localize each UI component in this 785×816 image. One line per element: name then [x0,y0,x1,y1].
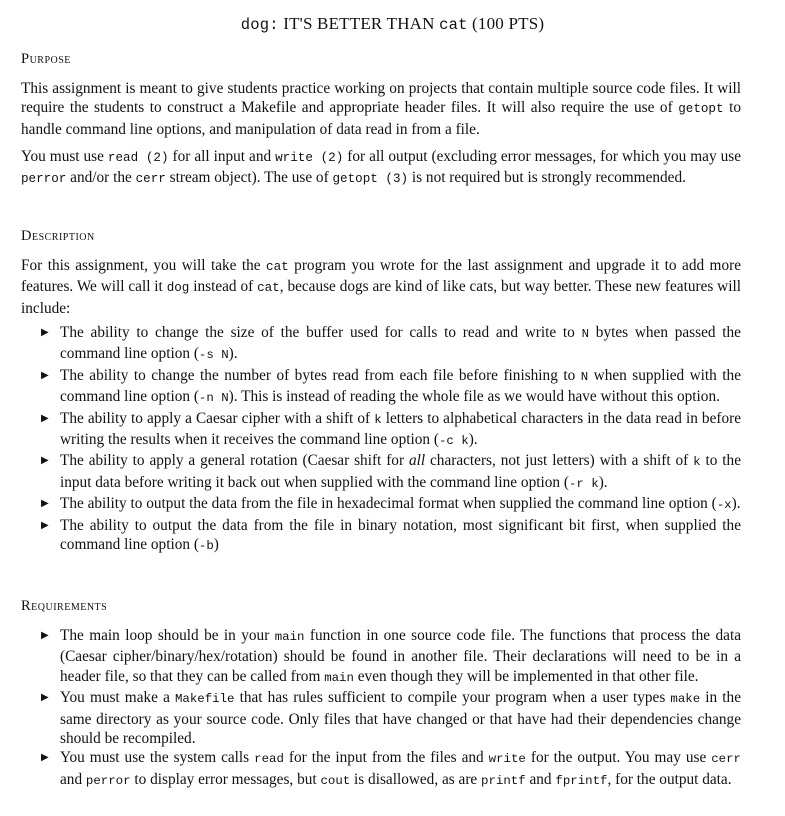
purpose-paragraph-2: You must use read (2) for all input and write (2) for all output (excluding error messages, for which you may use perror and/or the cerr stream object). The use of getopt (3) is not required but is strongly recommended. [21,148,741,187]
bullet-arrow-icon: ▶ [41,369,49,381]
bullet-arrow-icon: ▶ [41,455,49,467]
list-item: ▶ The ability to apply a general rotation (Caesar shift for all characters, not just letters) with a shift of k to the input data before writing it back out when supplied with the command line option (-r k). [41,452,741,491]
list-item: ▶ You must make a Makefile that has rules sufficient to compile your program when a user types make in the same directory as your source code. Only files that have changed or that have had their dependencies change should be recompiled. [41,689,741,748]
page-title [0,14,785,35]
bullet-arrow-icon: ▶ [41,327,49,338]
list-item: ▶ The ability to change the number of bytes read from each file before finishing to N when supplied with the command line option (-n N). This is instead of reading the whole file as we would have without this option. [41,366,741,406]
requirements-heading: Requirements [21,598,108,614]
requirements-list [21,626,741,791]
bullet-arrow-icon: ▶ [41,519,49,531]
title-text: IT'S BETTER THAN [283,14,435,33]
description-heading: Description [21,228,95,244]
list-item: ▶ The ability to output the data from the file in binary notation, most significant bit first, when supplied the command line option (-b) [41,516,741,554]
title-program-name: dog: [240,16,279,34]
list-item: ▶ The ability to output the data from the file in hexadecimal format when supplied the command line option (-x). [41,495,741,513]
bullet-arrow-icon: ▶ [41,412,49,424]
bullet-arrow-icon: ▶ [41,692,49,704]
description-paragraph: For this assignment, you will take the cat program you wrote for the last assignment and upgrade it to add more features. We will call it dog instead of cat, because dogs are kind of like cats, but way better. These new features will include: [21,257,741,317]
bullet-arrow-icon: ▶ [41,752,49,764]
title-program-name-2: cat [439,16,468,34]
feature-list [21,323,741,556]
bullet-arrow-icon: ▶ [41,498,49,510]
purpose-paragraph-1: This assignment is meant to give students practice working on projects that contain multiple source code files. It will require the students to construct a Makefile and appropriate header files. It will also require the use of getopt to handle command line options, and manipulation of data read in from a file. [21,80,741,138]
list-item: ▶ The main loop should be in your main function in one source code file. The functions that process the data (Caesar cipher/binary/hex/rotation) should be found in another file. Their declarations will need to be in a header file, so that they can be called from main even though they will be implemented in that other file. [41,627,741,685]
bullet-arrow-icon: ▶ [41,630,49,641]
list-item: ▶ The ability to change the size of the buffer used for calls to read and write to N bytes when passed the command line option (-s N). [41,324,741,363]
title-points: (100 PTS) [472,14,545,33]
list-item: ▶ The ability to apply a Caesar cipher with a shift of k letters to alphabetical characters in the data read in before writing the results when it receives the command line option (-c k). [41,409,741,449]
purpose-heading: Purpose [21,51,71,67]
list-item: ▶ You must use the system calls read for the input from the files and write for the output. You may use cerr and perror to display error messages, but cout is disallowed, as are printf and fprintf, for the output data. [41,749,741,788]
